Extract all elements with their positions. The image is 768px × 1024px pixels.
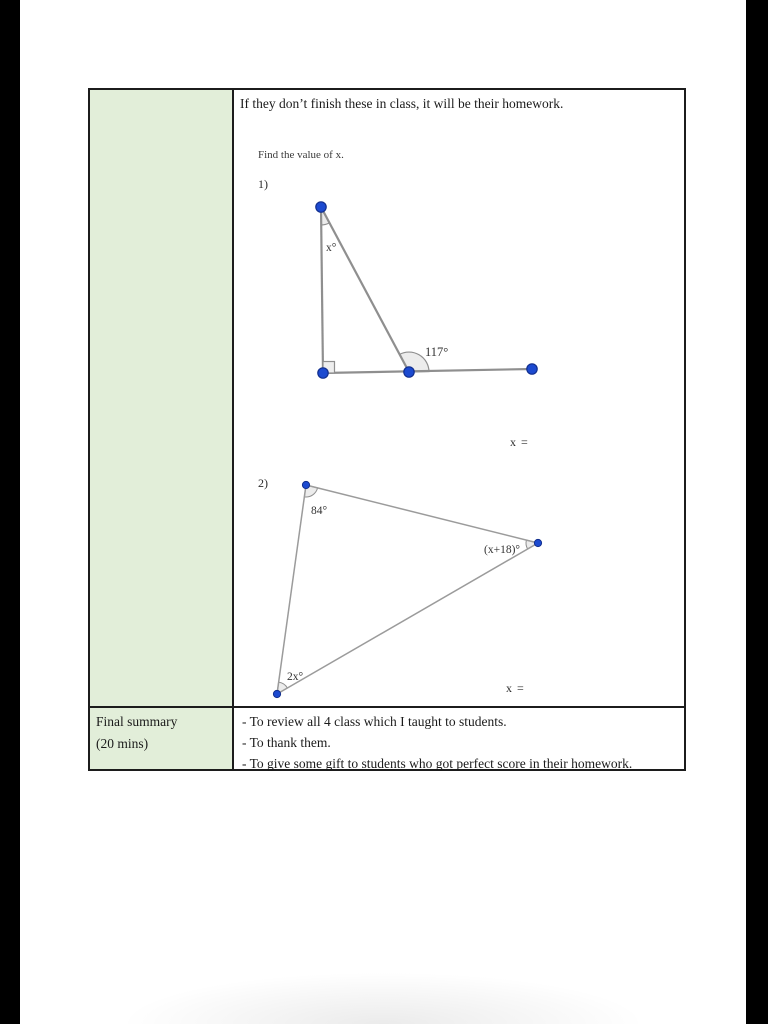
activity-duration: (20 mins) [96, 736, 149, 751]
viewer-right-edge [746, 0, 768, 1024]
table-cell-final-summary [90, 708, 234, 769]
ray-endpoint [527, 364, 537, 374]
triangle2-bottom-side [277, 543, 538, 694]
document-page [20, 0, 746, 1024]
vertex-point [534, 539, 541, 546]
table-cell-activity-blank [90, 90, 234, 706]
table-row-final-summary [90, 706, 684, 769]
geometry-figure-problem-2 [250, 475, 564, 709]
apex-angle-label: x° [326, 242, 337, 254]
vertex-point [316, 202, 326, 212]
problem-2-answer-prompt: x = [506, 681, 525, 695]
viewer-left-edge [0, 0, 20, 1024]
vertex-point [273, 690, 280, 697]
geometry-figure-problem-1 [292, 193, 554, 395]
summary-item: - To thank them. [242, 735, 331, 750]
activity-name: Final summary [96, 714, 178, 729]
problem-1-number: 1) [258, 177, 268, 191]
lesson-plan-table [88, 88, 686, 771]
page-end-shadow [80, 952, 686, 1024]
table-cell-homework-content [234, 90, 684, 706]
triangle1-left-side [321, 207, 323, 373]
top-angle-label: 84° [311, 505, 328, 517]
vertex-point [404, 367, 414, 377]
table-cell-summary-content [234, 708, 684, 769]
vertex-point [318, 368, 328, 378]
summary-item: - To review all 4 class which I taught to students. [242, 714, 507, 729]
problem-2-number: 2) [258, 476, 268, 490]
triangle1-hypotenuse [321, 207, 409, 372]
problem-1-answer-prompt: x = [510, 435, 529, 449]
worksheet-instruction: Find the value of x. [258, 149, 344, 161]
exterior-angle-label: 117° [425, 345, 449, 359]
vertex-point [302, 481, 309, 488]
triangle2-top-side [306, 485, 538, 543]
right-angle-label: (x+18)° [484, 544, 520, 556]
triangle2-left-side [277, 485, 306, 694]
summary-item: - To give some gift to students who got perfect score in their homework. [242, 756, 633, 771]
homework-note: If they don’t finish these in class, it will be their homework. [240, 96, 564, 111]
bottom-angle-label: 2x° [287, 671, 304, 683]
table-row-homework [90, 90, 684, 706]
